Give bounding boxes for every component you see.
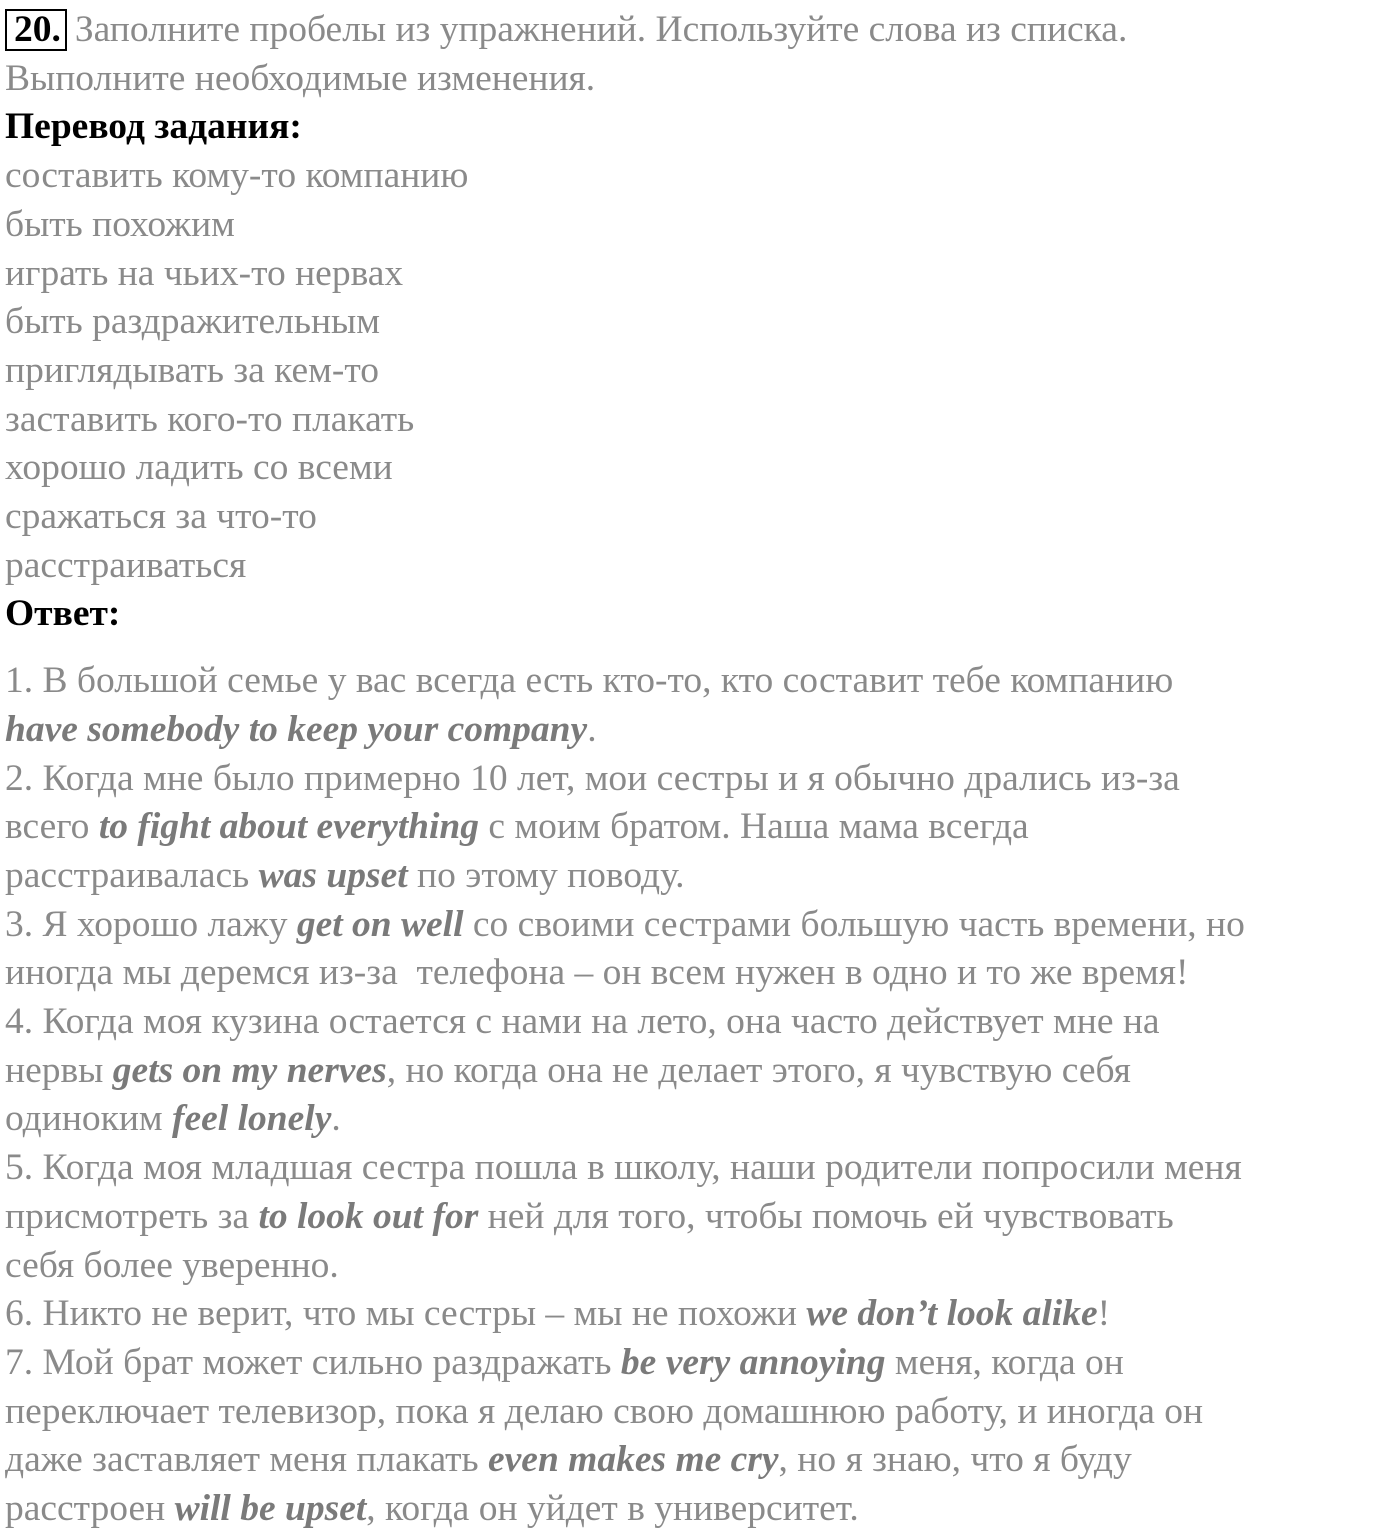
answer-gap xyxy=(5,639,1397,657)
answer-item-6 xyxy=(5,1290,1397,1339)
answer-line xyxy=(5,901,1397,950)
answer-phrase: we don’t look alike xyxy=(806,1293,1098,1335)
task-header xyxy=(5,6,1397,55)
translation-item: играть на чьих-то нервах xyxy=(5,252,404,294)
answer-phrase: have somebody to keep your company xyxy=(5,708,588,750)
answer-phrase: to fight about everything xyxy=(98,806,480,848)
answer-phrase: even makes me cry xyxy=(488,1439,779,1481)
answer-text: 7. Мой брат может сильно раздражать xyxy=(5,1341,621,1383)
answer-line xyxy=(5,1095,1397,1144)
translation-item: быть раздражительным xyxy=(5,301,380,343)
answer-phrase: gets on my nerves xyxy=(112,1049,387,1091)
answer-text: 1. В большой семье у вас всегда есть кто-то, кто составит тебе компанию xyxy=(5,660,1174,702)
translation-item: приглядывать за кем-то xyxy=(5,349,379,391)
translation-item: расстраиваться xyxy=(5,544,247,586)
answer-line xyxy=(5,1436,1397,1485)
answer-item-4 xyxy=(5,998,1397,1144)
answer-heading: Ответ: xyxy=(5,593,121,635)
answer-text: присмотреть за xyxy=(5,1195,259,1237)
answer-text: одиноким xyxy=(5,1098,173,1140)
answer-text: 4. Когда моя кузина остается с нами на лето, она часто действует мне на xyxy=(5,1001,1160,1043)
answer-text: по этому поводу. xyxy=(407,854,685,896)
answer-line xyxy=(5,1290,1397,1339)
answer-phrase: will be upset xyxy=(174,1488,367,1530)
answer-text: 2. Когда мне было примерно 10 лет, мои сестры и я обычно дрались из-за xyxy=(5,757,1180,799)
answer-item-1 xyxy=(5,657,1397,754)
translation-heading: Перевод задания: xyxy=(5,106,302,148)
answer-item-2 xyxy=(5,755,1397,901)
answer-text: , когда он уйдет в университет. xyxy=(366,1488,859,1530)
document-page xyxy=(5,6,1397,1534)
answer-text: расстроен xyxy=(5,1488,175,1530)
answer-phrase: get on well xyxy=(296,903,464,945)
answer-item-7 xyxy=(5,1339,1397,1534)
answer-line xyxy=(5,706,1397,755)
translation-item: заставить кого-то плакать xyxy=(5,398,415,440)
answer-text: . xyxy=(587,708,597,750)
answer-text: даже заставляет меня плакать xyxy=(5,1439,489,1481)
answer-phrase: feel lonely xyxy=(172,1098,332,1140)
answer-text: , но я знаю, что я буду xyxy=(778,1439,1132,1481)
answer-phrase: was upset xyxy=(258,854,408,896)
answer-text: . xyxy=(331,1098,341,1140)
answer-phrase: be very annoying xyxy=(620,1341,886,1383)
translation-item: хорошо ладить со всеми xyxy=(5,447,393,489)
answer-text: меня, когда он xyxy=(885,1341,1124,1383)
answer-text: со своими сестрами большую часть времени, но xyxy=(463,903,1245,945)
answer-line xyxy=(5,1193,1397,1242)
answer-text: 5. Когда моя младшая сестра пошла в школу, наши родители попросили меня xyxy=(5,1147,1242,1189)
answer-item-5 xyxy=(5,1144,1397,1290)
answer-phrase: to look out for xyxy=(258,1195,479,1237)
answer-text: расстраивалась xyxy=(5,854,259,896)
task-instruction-line1: Заполните пробелы из упражнений. Используйте слова из списка. xyxy=(74,9,1128,50)
answer-line xyxy=(5,1485,1397,1534)
task-number-box: 20. xyxy=(5,9,67,51)
answer-line xyxy=(5,1047,1397,1096)
translation-item: сражаться за что-то xyxy=(5,496,317,538)
answer-text: ней для того, чтобы помочь ей чувствовать xyxy=(478,1195,1174,1237)
answer-text: ! xyxy=(1097,1293,1111,1335)
translation-item: быть похожим xyxy=(5,203,235,245)
translation-item: составить кому-то компанию xyxy=(5,155,469,197)
answer-line xyxy=(5,1339,1397,1388)
answer-item-3 xyxy=(5,901,1397,998)
answer-text: 6. Никто не верит, что мы сестры – мы не похожи xyxy=(5,1293,807,1335)
answer-text: 3. Я хорошо лажу xyxy=(5,903,297,945)
answer-text: себя более уверенно. xyxy=(5,1244,339,1286)
answer-line xyxy=(5,803,1397,852)
answer-line xyxy=(5,852,1397,901)
answer-text: переключает телевизор, пока я делаю свою домашнюю работу, и иногда он xyxy=(5,1390,1204,1432)
answer-text: нервы xyxy=(5,1049,113,1091)
translation-list xyxy=(5,152,1397,590)
answer-text: с моим братом. Наша мама всегда xyxy=(479,806,1029,848)
answer-text: иногда мы деремся из-за телефона – он всем нужен в одно и то же время! xyxy=(5,952,1189,994)
answer-text: всего xyxy=(5,806,99,848)
answer-text: , но когда она не делает этого, я чувствую себя xyxy=(386,1049,1131,1091)
task-instruction-line2: Выполните необходимые изменения. xyxy=(5,57,596,99)
